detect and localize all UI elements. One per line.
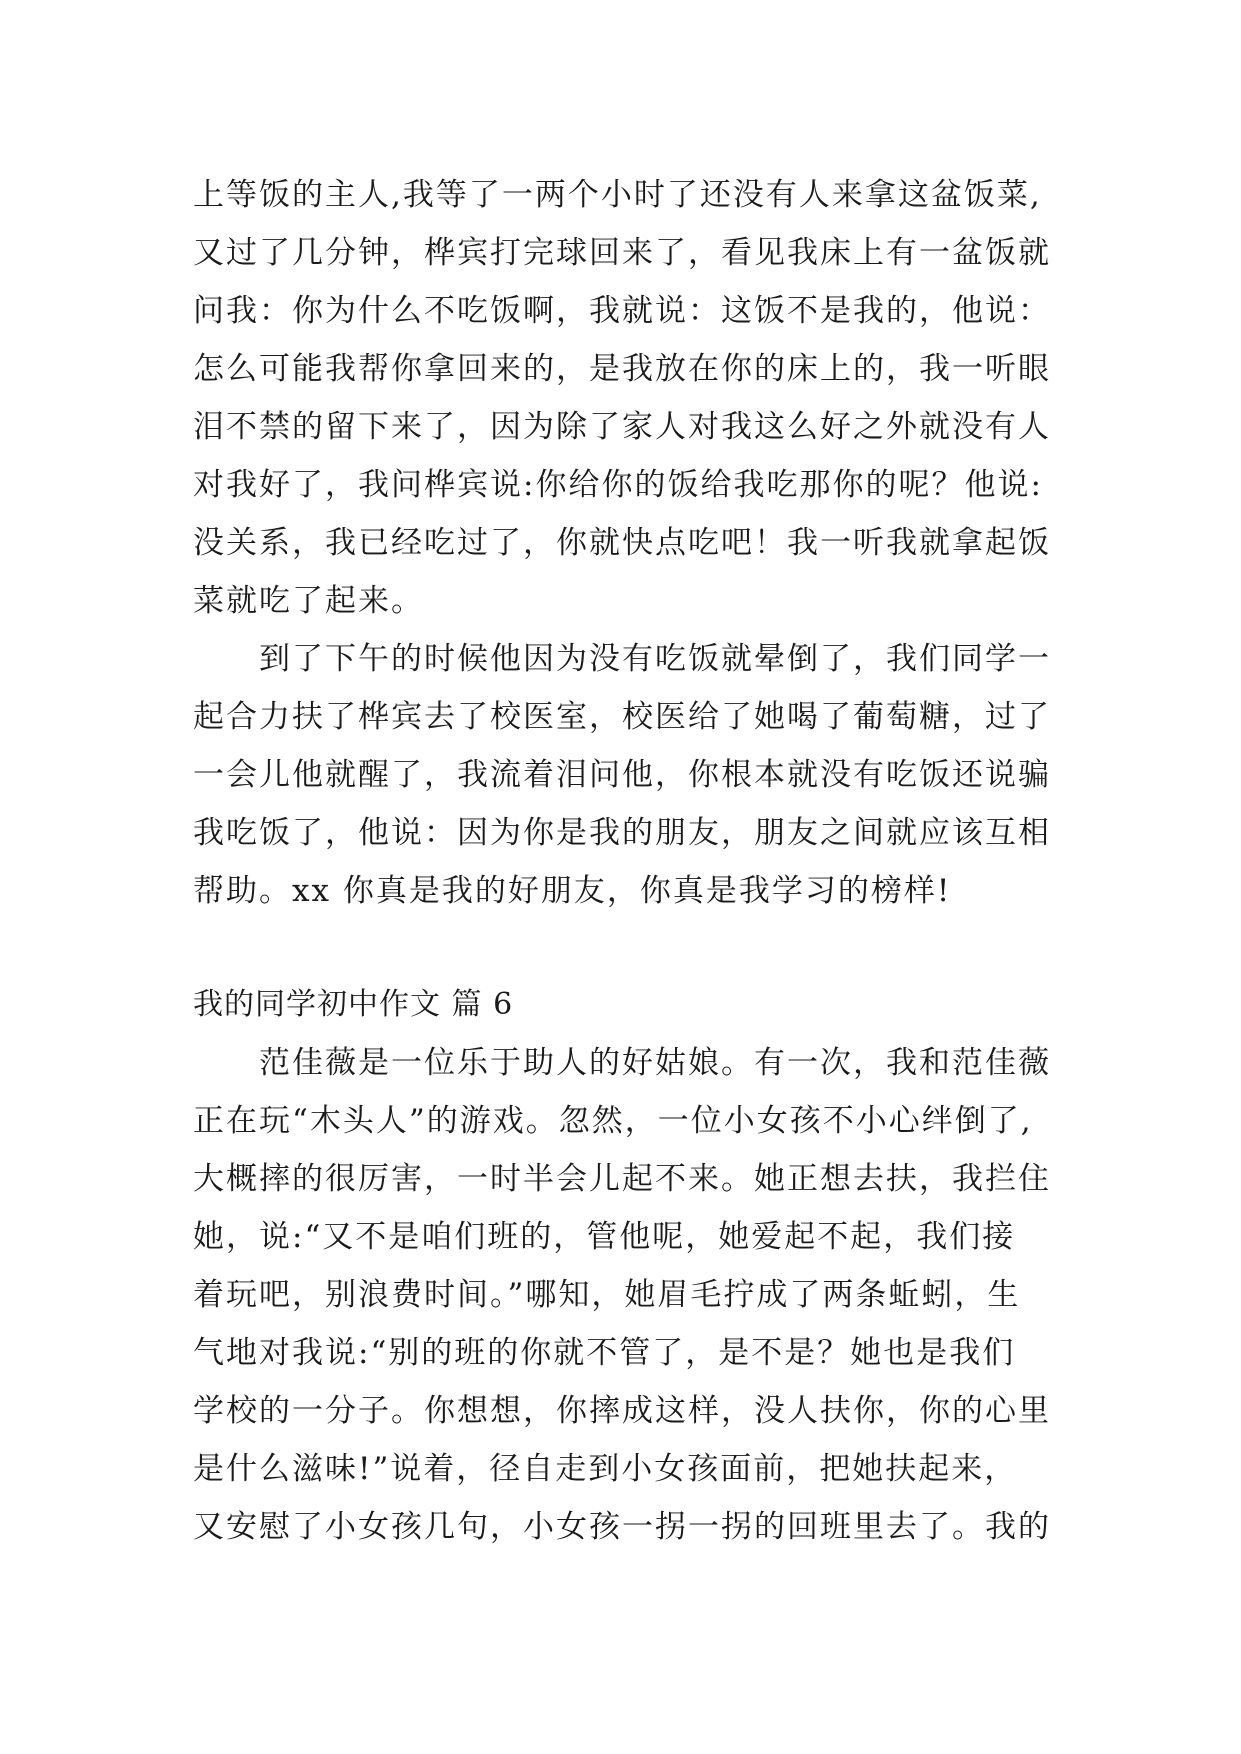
section-spacer: [193, 920, 1073, 976]
text-line: 怎么可能我帮你拿回来的，是我放在你的床上的，我一听眼: [193, 351, 1051, 387]
paragraph-3: [193, 1034, 1073, 1556]
section-title: 我的同学初中作文 篇 6: [193, 987, 514, 1022]
text-line: 又过了几分钟，桦宾打完球回来了，看见我床上有一盆饭就: [193, 235, 1051, 271]
text-line: 泪不禁的留下来了，因为除了家人对我这么好之外就没有人: [193, 409, 1051, 445]
text-line: 气地对我说:“别的班的你就不管了，是不是？她也是我们: [193, 1335, 1016, 1371]
text-line: 问我：你为什么不吃饭啊，我就说：这饭不是我的，他说：: [193, 293, 1051, 329]
text-line: 范佳薇是一位乐于助人的好姑娘。有一次，我和范佳薇: [193, 1045, 1051, 1081]
text-line: 她，说:“又不是咱们班的，管他呢，她爱起不起，我们接: [193, 1219, 1016, 1255]
text-line: 正在玩“木头人”的游戏。忽然，一位小女孩不小心绊倒了,: [193, 1103, 1033, 1139]
paragraph-continued: [193, 166, 1073, 630]
text-line: 着玩吧，别浪费时间。”哪知，她眉毛拧成了两条蚯蚓，生: [193, 1277, 1021, 1313]
text-line: 大概摔的很厉害，一时半会儿起不来。她正想去扶，我拦住: [193, 1161, 1051, 1197]
text-line: 我吃饭了，他说：因为你是我的朋友，朋友之间就应该互相: [193, 815, 1051, 851]
text-line: 一会儿他就醒了，我流着泪问他，你根本就没有吃饭还说骗: [193, 757, 1051, 793]
text-line: 是什么滋味!”说着，径自走到小女孩面前，把她扶起来，: [193, 1451, 1018, 1487]
text-line: 上等饭的主人,我等了一两个小时了还没有人来拿这盆饭菜,: [193, 177, 1042, 213]
text-line: 又安慰了小女孩几句，小女孩一拐一拐的回班里去了。我的: [193, 1509, 1051, 1545]
document-body: [193, 166, 1073, 1556]
paragraph-2: [193, 630, 1073, 920]
text-line: 帮助。xx 你真是我的好朋友，你真是我学习的榜样!: [193, 873, 952, 909]
text-line: 学校的一分子。你想想，你摔成这样，没人扶你，你的心里: [193, 1393, 1051, 1429]
text-line: 没关系，我已经吃过了，你就快点吃吧！我一听我就拿起饭: [193, 525, 1051, 561]
text-line: 对我好了，我问桦宾说:你给你的饭给我吃那你的呢？他说:: [193, 467, 1043, 503]
text-line: 起合力扶了桦宾去了校医室，校医给了她喝了葡萄糖，过了: [193, 699, 1051, 735]
text-line: 菜就吃了起来。: [193, 583, 424, 619]
text-line: 到了下午的时候他因为没有吃饭就晕倒了，我们同学一: [193, 641, 1051, 677]
